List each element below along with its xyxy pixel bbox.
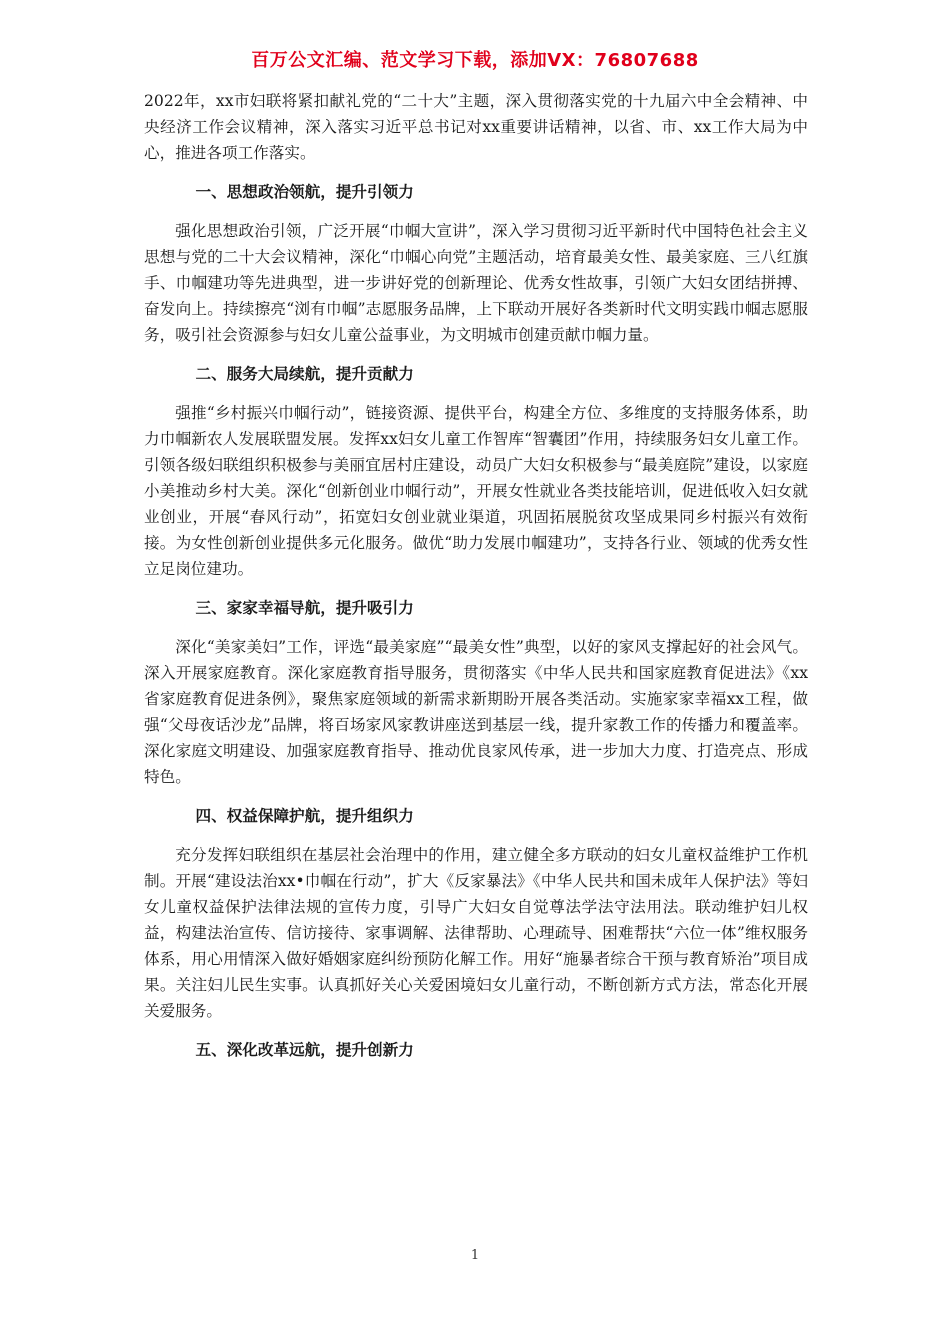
section-heading-3: 三、家家幸福导航，提升吸引力 [195,599,414,617]
section-paragraph-3: 深化“美家美妇”工作，评选“最美家庭”“最美女性”典型，以好的家风支撑起好的社会风气。深入开展家庭教育。深化家庭教育指导服务，贯彻落实《中华人民共和国家庭教育促进法》《xx省家庭教育促进条例》，聚焦家庭领域的新需求新期盼开展各类活动。实施家家幸福xx工程，做强“父母夜话沙龙”品牌，将百场家风家教讲座送到基层一线，提升家教工作的传播力和覆盖率。深化家庭文明建设、加强家庭教育指导、推动优良家风传承，进一步加大力度、打造亮点、形成特色。 [144,638,808,786]
document-body [144,88,808,1076]
section-heading-5: 五、深化改革远航，提升创新力 [195,1041,414,1059]
page-number: 1 [470,1248,480,1263]
section-heading-1: 一、思想政治领航，提升引领力 [195,183,414,201]
section-heading-4: 四、权益保障护航，提升组织力 [195,807,414,825]
section-paragraph-2: 强推“乡村振兴巾帼行动”，链接资源、提供平台，构建全方位、多维度的支持服务体系，助力巾帼新农人发展联盟发展。发挥xx妇女儿童工作智库“智囊团”作用，持续服务妇女儿童工作。引领各级妇联组织积极参与美丽宜居村庄建设，动员广大妇女积极参与“最美庭院”建设，以家庭小美推动乡村大美。深化“创新创业巾帼行动”，开展女性就业各类技能培训，促进低收入妇女就业创业，开展“春风行动”，拓宽妇女创业就业渠道，巩固拓展脱贫攻坚成果同乡村振兴有效衔接。为女性创新创业提供多元化服务。做优“助力发展巾帼建功”，支持各行业、领域的优秀女性立足岗位建功。 [144,404,808,578]
section-paragraph-1: 强化思想政治引领，广泛开展“巾帼大宣讲”，深入学习贯彻习近平新时代中国特色社会主义思想与党的二十大会议精神，深化“巾帼心向党”主题活动，培育最美女性、最美家庭、三八红旗手、巾帼建功等先进典型，进一步讲好党的创新理论、优秀女性故事，引领广大妇女团结拼搏、奋发向上。持续擦亮“浏有巾帼”志愿服务品牌，上下联动开展好各类新时代文明实践巾帼志愿服务，吸引社会资源参与妇女儿童公益事业，为文明城市创建贡献巾帼力量。 [144,222,808,344]
intro-paragraph: 2022年，xx市妇联将紧扣献礼党的“二十大”主题，深入贯彻落实党的十九届六中全会精神、中央经济工作会议精神，深入落实习近平总书记对xx重要讲话精神，以省、市、xx工作大局为中心，推进各项工作落实。 [144,92,808,162]
section-heading-2: 二、服务大局续航，提升贡献力 [195,365,414,383]
promo-banner: 百万公文汇编、范文学习下载，添加VX：76807688 [251,50,699,71]
section-paragraph-4: 充分发挥妇联组织在基层社会治理中的作用，建立健全多方联动的妇女儿童权益维护工作机制。开展“建设法治xx•巾帼在行动”，扩大《反家暴法》《中华人民共和国未成年人保护法》等妇女儿童权益保护法律法规的宣传力度，引导广大妇女自觉尊法学法守法用法。联动维护妇儿权益，构建法治宣传、信访接待、家事调解、法律帮助、心理疏导、困难帮扶“六位一体”维权服务体系，用心用情深入做好婚姻家庭纠纷预防化解工作。用好“施暴者综合干预与教育矫治”项目成果。关注妇儿民生实事。认真抓好关心关爱困境妇女儿童行动，不断创新方式方法，常态化开展关爱服务。 [144,846,808,1020]
